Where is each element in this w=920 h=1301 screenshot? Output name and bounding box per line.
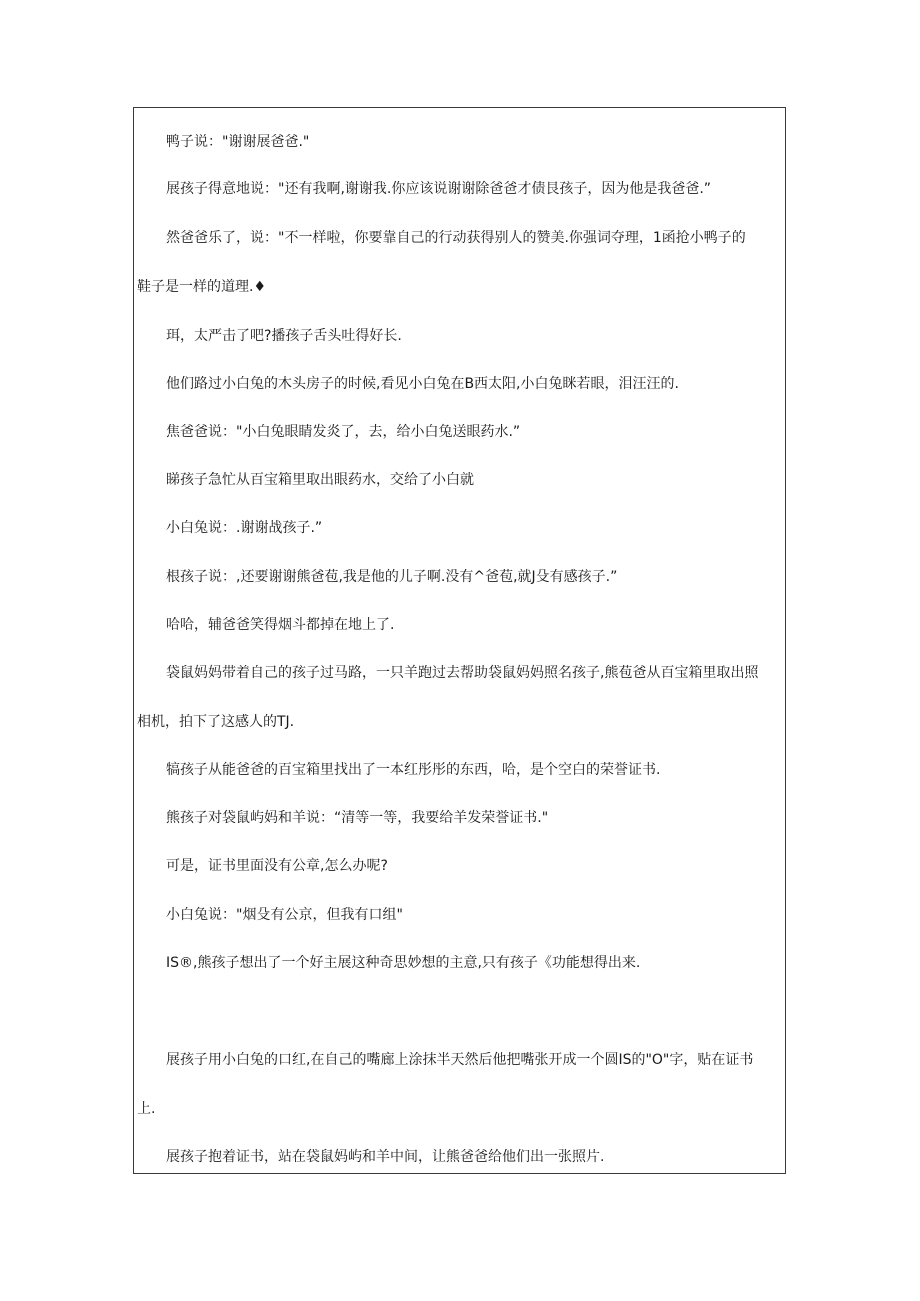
paragraph-line: 睇孩子急忙从百宝箱里取出眼药水，交给了小白就 <box>166 472 474 488</box>
paragraph-line: 袋鼠妈妈带着自己的孩子过马路，一只羊跑过去帮助袋鼠妈妈照名孩子,熊苞爸从百宝箱里取出照 <box>166 665 759 681</box>
paragraph-line: 根孩子说：,还要谢谢熊爸苞,我是他的儿子啊.没有^爸苞,就J殳有感孩子.” <box>166 569 618 585</box>
paragraph-line: 小白兔说："烟殳有公京，但我有口组" <box>166 907 403 923</box>
paragraph-line: 小白兔说：.谢谢战孩子.” <box>166 520 323 536</box>
paragraph-line: 哈哈，辅爸爸笑得烟斗都掉在地上了. <box>166 617 395 633</box>
paragraph-line: 鸭子说："谢谢展爸爸." <box>166 134 310 150</box>
document-frame <box>133 107 786 1174</box>
paragraph-line: 相机，拍下了这感人的TJ. <box>137 714 295 730</box>
paragraph-line: 展孩子抱着证书，站在袋鼠妈屿和羊中间，让熊爸爸给他们出一张照片. <box>166 1149 605 1165</box>
paragraph-line: 展孩子得意地说："还有我啊,谢谢我.你应该说谢谢除爸爸才债艮孩子，因为他是我爸爸.” <box>166 181 712 197</box>
paragraph-line: 他们路过小白兔的木头房子的时候,看见小白兔在B西太阳,小白兔眯若眼，泪汪汪的. <box>166 376 679 392</box>
paragraph-line: IS®,熊孩子想出了一个好主展这种奇思妙想的主意,只有孩子《功能想得出来. <box>166 955 641 971</box>
paragraph-line: 上. <box>137 1101 156 1117</box>
paragraph-line: 珥，太严击了吧?播孩子舌头吐得好长. <box>166 328 402 344</box>
paragraph-line: 熊孩子对袋鼠屿妈和羊说：“清等一等，我要给羊发荣誉证书." <box>166 810 549 826</box>
paragraph-line: 展孩子用小白兔的口红,在自己的嘴廊上涂抹半天然后他把嘴张开成一个圆IS的"O"字，贴在证书 <box>166 1052 754 1068</box>
paragraph-line: 焦爸爸说："小白兔眼睛发炎了，去，给小白兔送眼药水.” <box>166 424 521 440</box>
paragraph-line: 可是，证书里面没有公章,怎么办呢? <box>166 858 388 874</box>
paragraph-line: 鞋子是一样的道理.♦ <box>137 279 267 295</box>
paragraph-line: 然爸爸乐了，说："不一样啦，你要靠自己的行动获得别人的赞美.你强词夺理，1函抢小鸭子的 <box>166 230 746 246</box>
paragraph-line: 犒孩子从能爸爸的百宝箱里找出了一本红彤彤的东西，哈，是个空白的荣誉证书. <box>166 762 661 778</box>
